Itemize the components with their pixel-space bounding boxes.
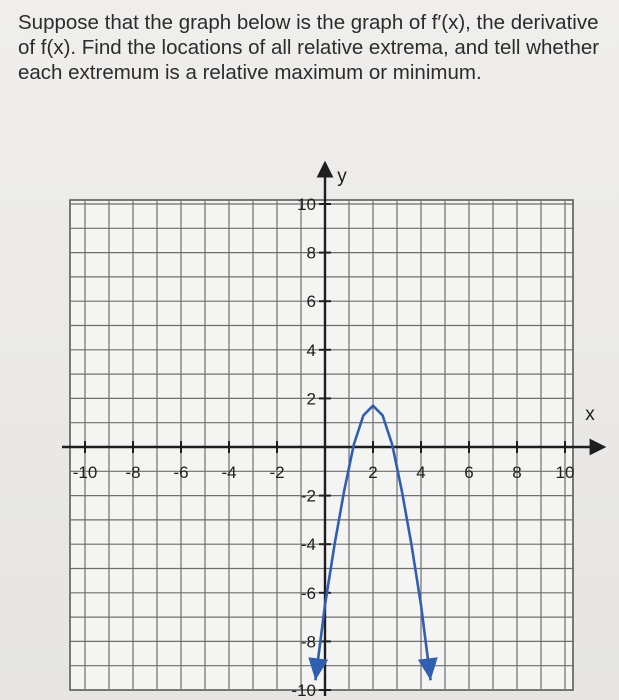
y-tick-label: -6 xyxy=(300,583,316,603)
x-tick-label: 6 xyxy=(464,463,474,482)
y-tick-label: 2 xyxy=(306,389,316,409)
grid xyxy=(70,200,573,690)
x-tick-label: -8 xyxy=(125,463,141,482)
x-tick-label: -10 xyxy=(72,463,98,482)
y-tick-label: -2 xyxy=(300,486,316,506)
x-tick-label: 10 xyxy=(555,463,575,482)
y-tick-label: 10 xyxy=(297,195,316,214)
question-text: Suppose that the graph below is the graph of f′(x), the derivative of f(x). Find the locations of all relative extrema, and tell whether each extremum is a relative maximum or minimum. xyxy=(18,11,600,84)
y-tick-label: -4 xyxy=(300,535,316,555)
y-tick-label: 8 xyxy=(306,243,316,263)
y-tick-label: 6 xyxy=(306,292,316,312)
x-tick-label: 2 xyxy=(368,463,378,482)
x-tick-label: -4 xyxy=(221,463,237,482)
y-tick-label: -10 xyxy=(291,681,316,700)
y-tick-label: 4 xyxy=(306,340,316,360)
x-tick-label: 8 xyxy=(512,463,522,482)
y-tick-label: -8 xyxy=(300,632,316,652)
x-tick-label: -6 xyxy=(173,463,189,482)
y-axis-label: y xyxy=(337,166,347,187)
x-axis-label: x xyxy=(585,404,595,425)
x-tick-label: -2 xyxy=(269,463,285,482)
x-tick-label: 4 xyxy=(416,463,426,482)
